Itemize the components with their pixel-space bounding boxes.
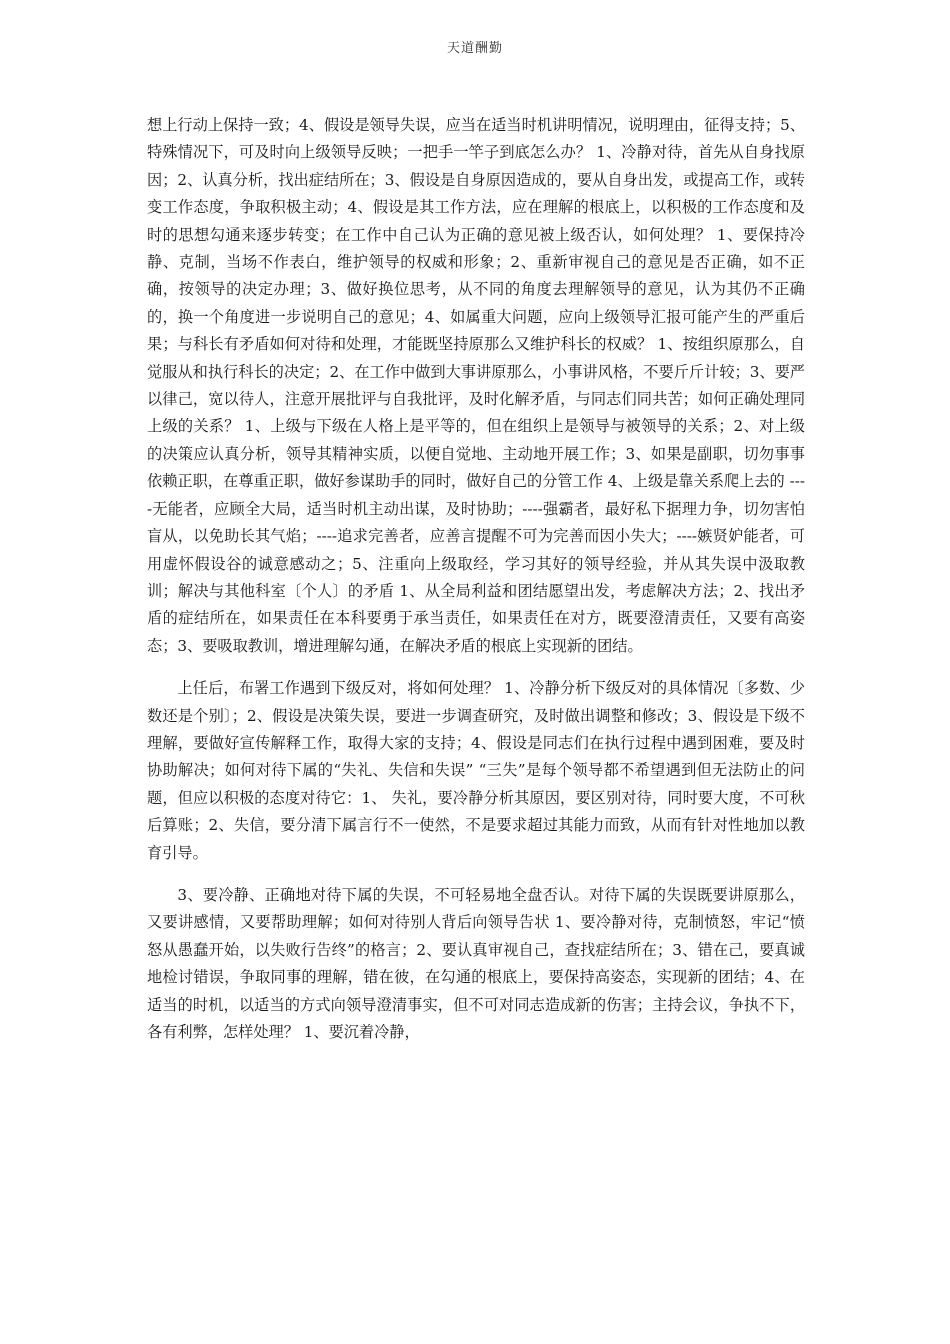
paragraph-1: 想上行动上保持一致；4、假设是领导失误，应当在适当时机讲明情况，说明理由，征得支持；5、特殊情况下，可及时向上级领导反映；一把手一竿子到底怎么办？ 1、冷静对待，首先从自身找原因；2、认真分析，找出症结所在；3、假设是自身原因造成的，要从自身出发，或提高工作，或转变工作态度，争取积极主动；4、假设是其工作方法，应在理解的根底上，以积极的工作态度和及时的思想勾通来逐步转变；在工作中自己认为正确的意见被上级否认，如何处理？ 1、要保持冷静、克制，当场不作表白，维护领导的权威和形象；2、重新审视自己的意见是否正确，如不正确，按领导的决定办理；3、做好换位思考，从不同的角度去理解领导的意见，认为其仍不正确的，换一个角度进一步说明自己的意见；4、如属重大问题，应向上级领导汇报可能产生的严重后果；与科长有矛盾如何对待和处理，才能既坚持原那么又维护科长的权威？ 1、按组织原那么，自觉服从和执行科长的决定；2、在工作中做到大事讲原那么，小事讲风格，不要斤斤计较；3、要严以律己，宽以待人，注意开展批评与自我批评，及时化解矛盾，与同志们同共苦；如何正确处理同上级的关系？ 1、上级与下级在人格上是平等的，但在组织上是领导与被领导的关系；2、对上级的决策应认真分析，领导其精神实质，以便自觉地、主动地开展工作；3、如果是副职，切勿事事依赖正职，在尊重正职，做好参谋助手的同时，做好自己的分管工作 4、上级是靠关系爬上去的 ----无能者，应顾全大局，适当时机主动出谋，及时协助；----强霸者，最好私下据理力争，切勿害怕盲从，以免助长其气焰；----追求完善者，应善言提醒不可为完善而因小失大；----嫉贤妒能者，可用虚怀假设谷的诚意感动之；5、注重向上级取经，学习其好的领导经验，并从其失误中汲取教训；解决与其他科室〔个人〕的矛盾 1、从全局利益和团结愿望出发，考虑解决方法；2、找出矛盾的症结所在，如果责任在本科要勇于承当责任，如果责任在对方，既要澄清责任，又要有高姿态；3、要吸取教训，增进理解勾通，在解决矛盾的根底上实现新的团结。: [147, 116, 805, 655]
paragraph-2: 上任后，布署工作遇到下级反对，将如何处理？ 1、冷静分析下级反对的具体情况〔多数、少数还是个别〕；2、假设是决策失误，要进一步调查研究，及时做出调整和修改；3、假设是下级不理解，要做好宣传解释工作，取得大家的支持；4、假设是同志们在执行过程中遇到困难，要及时协助解决；如何对待下属的“失礼、失信和失误” “三失”是每个领导都不希望遇到但无法防止的问题，但应以积极的态度对待它：1、 失礼，要冷静分析其原因，要区别对待，同时要大度，不可秋后算账；2、失信，要分清下属言行不一使然，不是要求超过其能力而致，从而有针对性地加以教育引导。: [147, 679, 805, 862]
document-body: [147, 112, 805, 1046]
paragraph-3: 3、要冷静、正确地对待下属的失误，不可轻易地全盘否认。对待下属的失误既要讲原那么，又要讲感情，又要帮助理解；如何对待别人背后向领导告状 1、要冷静对待，克制愤怒，牢记“愤怒从愚蠢开始，以失败行告终”的格言；2、要认真审视自己，查找症结所在；3、错在己，要真诚地检讨错误，争取同事的理解，错在彼，在勾通的根底上，要保持高姿态，实现新的团结；4、在适当的时机，以适当的方式向领导澄清事实，但不可对同志造成新的伤害；主持会议，争执不下，各有利弊，怎样处理？ 1、要沉着冷静，: [147, 885, 805, 1041]
page-header: 天道酬勤: [446, 41, 503, 56]
